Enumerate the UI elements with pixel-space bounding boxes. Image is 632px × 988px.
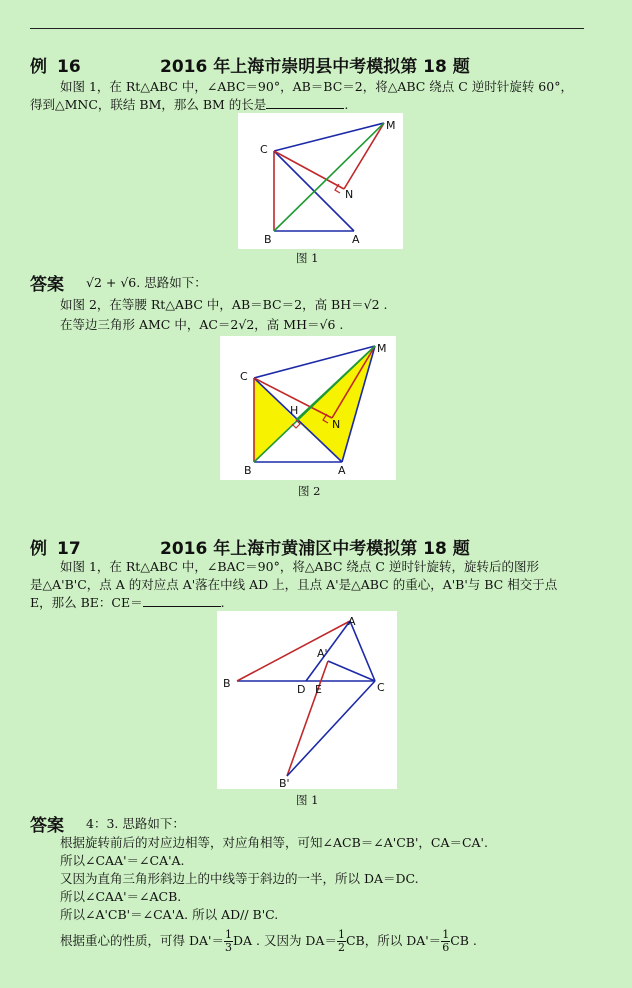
ex16-answer-label: 答案 [30,275,64,295]
ex17-answer-value: 4：3. 思路如下： [86,816,185,831]
ex17-solution-line4: 所以∠CAA'＝∠ACB. [60,889,182,904]
ex16-fig1-caption: 图 1 [296,251,319,265]
ex16-answer-value: √2 + √6 [86,275,137,290]
ex17-fig1-caption: 图 1 [296,793,319,807]
top-rule [30,28,584,29]
ex16-solution-line2: 在等边三角形 AMC 中，AC＝2√2，高 MH＝√6 . [60,317,344,332]
ex16-question-line1: 如图 1，在 Rt△ABC 中，∠ABC＝90°，AB＝BC＝2，将△ABC 绕点 C 逆时针旋转 60°， [60,79,573,94]
ex17-solution-line2: 所以∠CAA'＝∠CA'A. [60,853,185,868]
ex17-figure-1 [217,611,397,789]
fig2-label-h: H [290,404,299,417]
example-16-label: 例 16 [30,57,81,77]
fig1-label-c: C [260,143,268,156]
ex17-question-line2: 是△A'B'C，点 A 的对应点 A'落在中线 AD 上，且点 A'是△ABC 的重心，A'B'与 BC 相交于点 [30,577,558,592]
fig17-label-a: A [348,615,356,628]
ex17-question-line3: E，那么 BE：CE＝ . [30,595,225,610]
fig17-label-e: E [315,683,322,696]
fig17-label-d: D [297,683,306,696]
example-16-title: 2016 年上海市崇明县中考模拟第 18 题 [160,57,470,77]
ex16-fig2-caption: 图 2 [298,484,321,498]
fig2-label-a: A [338,464,346,477]
ex16-answer: √2 + √6. 思路如下： [86,275,207,290]
example-17-title: 2016 年上海市黄浦区中考模拟第 18 题 [160,539,470,559]
ex17-solution-line5: 所以∠A'CB'＝∠CA'A. 所以 AD// B'C. [60,907,279,922]
ex17-solution-line1: 根据旋转前后的对应边相等，对应角相等，可知∠ACB＝∠A'CB'，CA＝CA'. [60,835,488,850]
fig17-label-a-prime: A' [317,647,328,660]
ex16-question-line2: 得到△MNC，联结 BM，那么 BM 的长是 . [30,97,349,112]
fraction-one-half: $\frac{1}{2}$ [337,928,345,954]
fig2-label-m: M [377,342,387,355]
fraction-one-third: $\frac{1}{3}$ [224,928,232,954]
fig1-label-n: N [345,188,354,201]
ex16-figure-1 [238,113,403,249]
fig17-label-c: C [377,681,385,694]
ex17-solution-line6: 根据重心的性质，可得 DA'＝ $\frac{1}{3}$ DA . 又因为 DA＝ $\frac{1}{2}$ CB，所以 DA'＝ $\frac{1}{6}$ CB . [60,928,477,954]
fig1-label-b: B [264,233,272,246]
answer-blank [266,96,344,109]
answer-blank [143,594,221,607]
fig17-label-b-prime: B' [279,777,290,789]
example-17-label: 例 17 [30,539,81,559]
fig17-label-b: B [223,677,231,690]
fig1-label-m: M [386,119,396,132]
fig2-label-n: N [332,418,341,431]
ex17-answer-label: 答案 [30,816,64,836]
ex16-figure-2 [220,336,396,480]
ex16-solution-line1: 如图 2，在等腰 Rt△ABC 中，AB＝BC＝2，高 BH＝√2 . [60,297,388,312]
ex17-question-line1: 如图 1，在 Rt△ABC 中，∠BAC＝90°，将△ABC 绕点 C 逆时针旋转，旋转后的图形 [60,559,539,574]
fig2-label-b: B [244,464,252,477]
fraction-one-sixth: $\frac{1}{6}$ [442,928,450,954]
fig1-label-a: A [352,233,360,246]
ex17-solution-line3: 又因为直角三角形斜边上的中线等于斜边的一半，所以 DA＝DC. [60,871,419,886]
fig2-label-c: C [240,370,248,383]
